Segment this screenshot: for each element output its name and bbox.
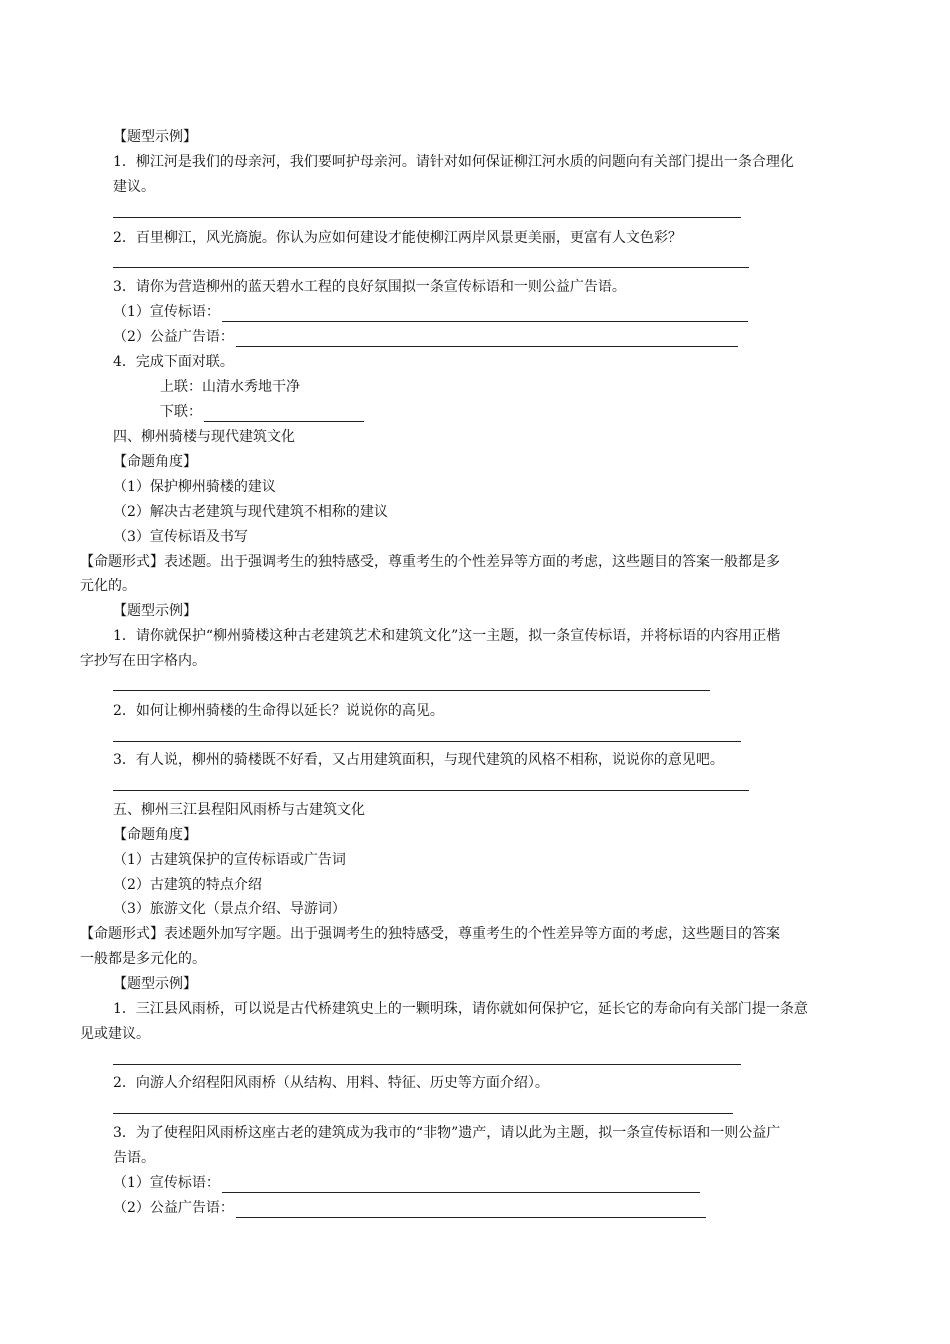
answer-line[interactable]: [113, 741, 741, 742]
question-1-text-cont: 字抄写在田字格内。: [80, 653, 206, 669]
angle-header: 【命题角度】: [113, 454, 197, 470]
answer-line[interactable]: [113, 1064, 741, 1065]
form-description-cont: 元化的。: [80, 578, 136, 594]
question-3-text-cont: 告语。: [113, 1150, 155, 1166]
ad-answer-row: [113, 1198, 706, 1218]
answer-line[interactable]: [113, 217, 741, 218]
angle-item: （1）保护柳州骑楼的建议: [113, 479, 276, 495]
form-description: 【命题形式】表述题。出于强调考生的独特感受，尊重考生的个性差异等方面的考虑，这些题目的答案一般都是多: [80, 554, 780, 570]
couplet-upper: 上联：山清水秀地干净: [160, 379, 300, 395]
angle-header: 【命题角度】: [113, 827, 197, 843]
question-2-text: 2．如何让柳州骑楼的生命得以延长？说说你的高见。: [113, 703, 444, 719]
ad-label: （2）公益广告语：: [113, 329, 234, 345]
angle-item: （1）古建筑保护的宣传标语或广告词: [113, 852, 346, 868]
question-1-text: 1．请你就保护“柳州骑楼这种古老建筑艺术和建筑文化”这一主题，拟一条宣传标语，并将标语的内容用正楷: [113, 628, 781, 644]
ad-answer-row: [113, 327, 738, 347]
question-2-text: 2．百里柳江，风光旖旎。你认为应如何建设才能使柳江两岸风景更美丽，更富有人文色彩？: [113, 230, 682, 246]
slogan-answer-row: [113, 1173, 700, 1193]
example-header: 【题型示例】: [113, 603, 197, 619]
answer-line[interactable]: [113, 790, 749, 791]
form-description: 【命题形式】表述题外加写字题。出于强调考生的独特感受，尊重考生的个性差异等方面的考虑，这些题目的答案: [80, 926, 780, 942]
slogan-answer-row: [113, 302, 748, 322]
slogan-label: （1）宣传标语：: [113, 1175, 220, 1191]
question-3-text: 3．有人说，柳州的骑楼既不好看，又占用建筑面积，与现代建筑的风格不相称，说说你的意见吧。: [113, 752, 724, 768]
angle-item: （2）解决古老建筑与现代建筑不相称的建议: [113, 504, 388, 520]
answer-line[interactable]: [113, 267, 749, 268]
couplet-lower-row: [160, 402, 364, 422]
slogan-answer-blank[interactable]: [222, 307, 748, 322]
slogan-label: （1）宣传标语：: [113, 304, 220, 320]
couplet-lower-blank[interactable]: [204, 407, 364, 422]
section-5-heading: 五、柳州三江县程阳风雨桥与古建筑文化: [113, 802, 365, 818]
couplet-lower-label: 下联：: [160, 404, 202, 420]
ad-label: （2）公益广告语：: [113, 1200, 234, 1216]
ad-answer-blank[interactable]: [236, 332, 738, 347]
form-description-cont: 一般都是多元化的。: [80, 951, 206, 967]
question-1-text-cont: 建议。: [113, 179, 155, 195]
question-1-text-cont: 见或建议。: [80, 1026, 150, 1042]
question-1-text: 1．三江县风雨桥，可以说是古代桥建筑史上的一颗明珠，请你就如何保护它，延长它的寿命向有关部门提一条意: [113, 1001, 808, 1017]
section-4-heading: 四、柳州骑楼与现代建筑文化: [113, 429, 295, 445]
question-3-text: 3．为了使程阳风雨桥这座古老的建筑成为我市的“非物”遗产，请以此为主题，拟一条宣传标语和一则公益广: [113, 1125, 781, 1141]
question-4-text: 4．完成下面对联。: [113, 354, 234, 370]
angle-item: （3）旅游文化（景点介绍、导游词）: [113, 901, 346, 917]
angle-item: （2）古建筑的特点介绍: [113, 877, 262, 893]
answer-line[interactable]: [113, 1113, 733, 1114]
example-header: 【题型示例】: [113, 129, 197, 145]
question-3-text: 3．请你为营造柳州的蓝天碧水工程的良好氛围拟一条宣传标语和一则公益广告语。: [113, 279, 626, 295]
slogan-answer-blank[interactable]: [222, 1178, 700, 1193]
answer-line[interactable]: [113, 690, 710, 691]
ad-answer-blank[interactable]: [236, 1203, 706, 1218]
angle-item: （3）宣传标语及书写: [113, 529, 248, 545]
question-1-text: 1．柳江河是我们的母亲河，我们要呵护母亲河。请针对如何保证柳江河水质的问题向有关部门提出一条合理化: [113, 154, 794, 170]
question-2-text: 2．向游人介绍程阳风雨桥（从结构、用料、特征、历史等方面介绍）。: [113, 1075, 549, 1091]
example-header: 【题型示例】: [113, 976, 197, 992]
